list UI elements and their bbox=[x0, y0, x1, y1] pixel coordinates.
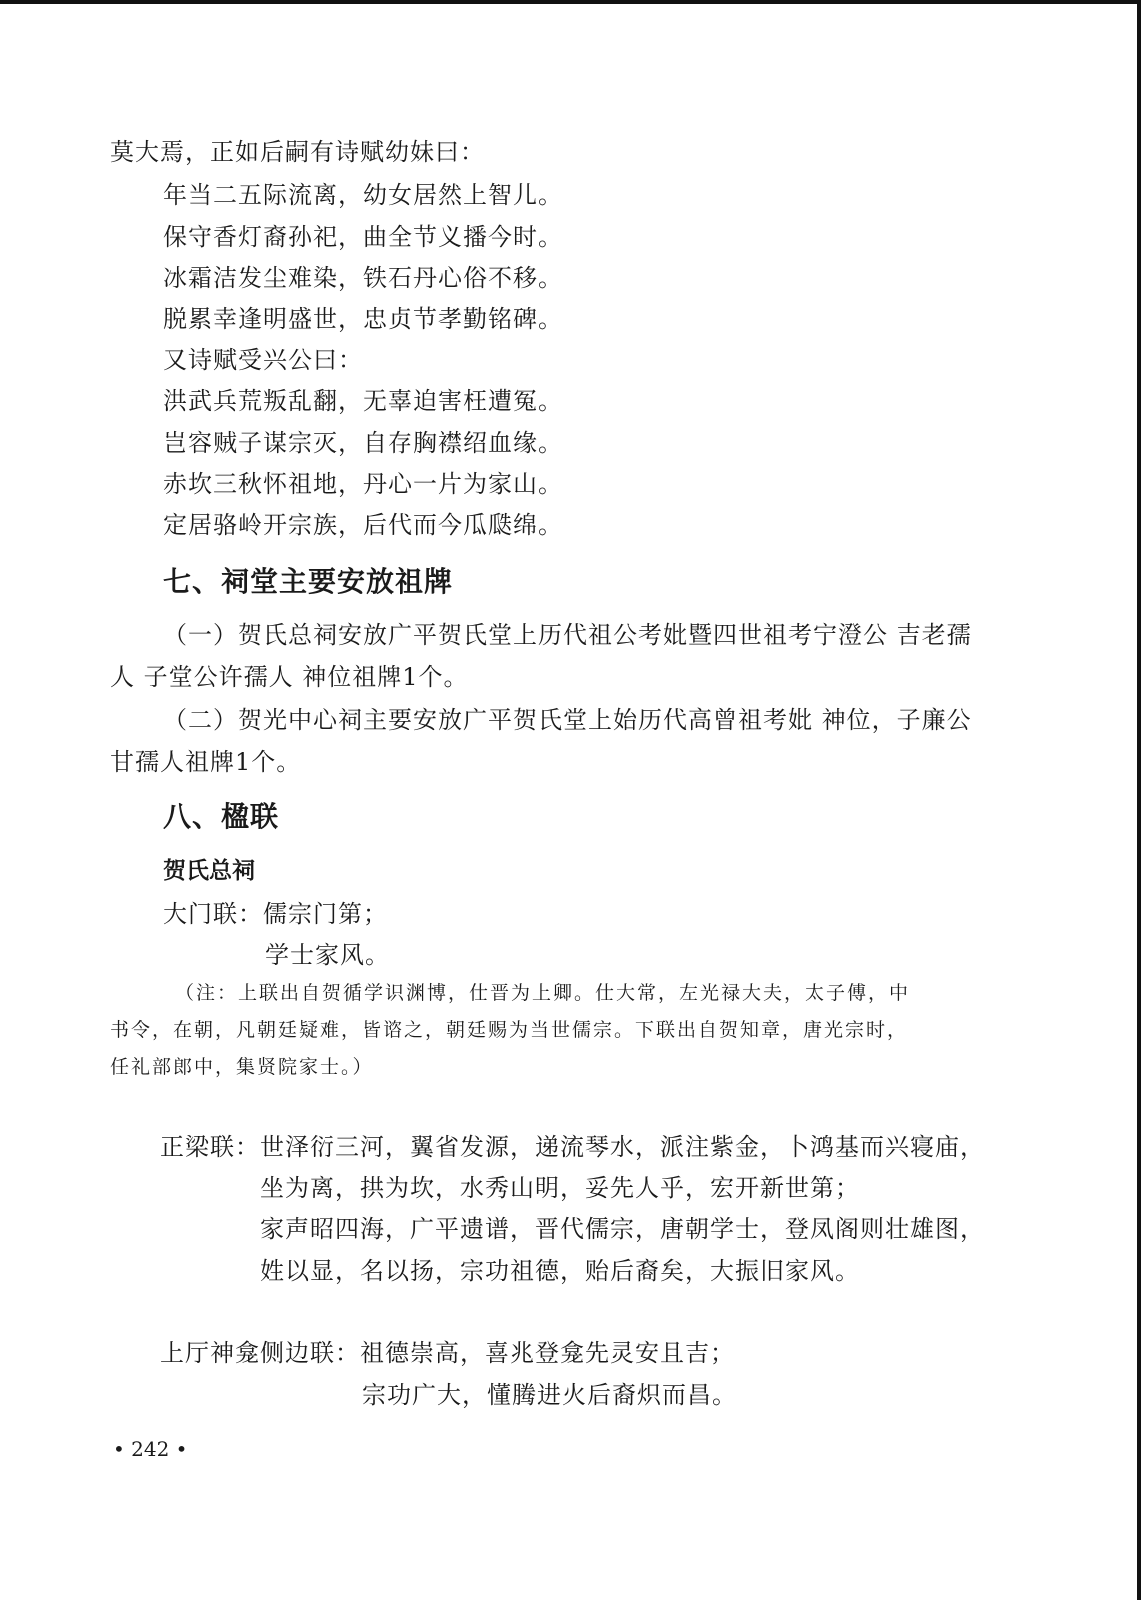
poem2-intro: 又诗赋受兴公曰： bbox=[163, 346, 363, 374]
section8-subheading: 贺氏总祠 bbox=[163, 858, 255, 884]
poem1-line: 冰霜洁发尘难染，铁石丹心俗不移。 bbox=[163, 264, 563, 292]
section7-item1-line1: （一）贺氏总祠安放广平贺氏堂上历代祖公考妣暨四世祖考宁澄公 吉老孺 bbox=[163, 621, 972, 649]
poem1-line: 脱累幸逢明盛世，忠贞节孝勤铭碑。 bbox=[163, 305, 563, 333]
section8-heading: 八、楹联 bbox=[163, 800, 280, 833]
beam-couplet-line2: 坐为离，拱为坎，水秀山明，妥先人乎，宏开新世第； bbox=[260, 1174, 860, 1202]
poem1-line: 年当二五际流离，幼女居然上智儿。 bbox=[163, 181, 563, 209]
beam-couplet-line4: 姓以显，名以扬，宗功祖德，贻后裔矣，大振旧家风。 bbox=[260, 1257, 860, 1285]
section7-item1-line2: 人 子堂公许孺人 神位祖牌1个。 bbox=[110, 663, 469, 691]
door-couplet-line2: 学士家风。 bbox=[265, 941, 390, 969]
section7-item2-line2: 甘孺人祖牌1个。 bbox=[110, 748, 302, 776]
beam-couplet-line1: 正梁联：世泽衍三河，翼省发源，递流琴水，派注紫金，卜鸿基而兴寝庙， bbox=[160, 1133, 985, 1161]
poem2-line: 定居骆岭开宗族，后代而今瓜瓞绵。 bbox=[163, 511, 563, 539]
note-line1: （注：上联出自贺循学识渊博，仕晋为上卿。仕大常，左光禄大夫，太子傅，中 bbox=[175, 982, 911, 1004]
section7-item2-line1: （二）贺光中心祠主要安放广平贺氏堂上始历代高曾祖考妣 神位，子廉公 bbox=[163, 706, 972, 734]
beam-couplet-line3: 家声昭四海，广平遗谱，晋代儒宗，唐朝学士，登凤阁则壮雄图， bbox=[260, 1215, 985, 1243]
note-line2: 书令，在朝，凡朝廷疑难，皆谘之，朝廷赐为当世儒宗。下联出自贺知章，唐光宗时， bbox=[110, 1019, 909, 1041]
poem1-line: 保守香灯裔孙祀，曲全节义播今时。 bbox=[163, 223, 563, 251]
poem2-line: 赤坎三秋怀祖地，丹心一片为家山。 bbox=[163, 470, 563, 498]
shrine-couplet-line2: 宗功广大，懂腾进火后裔炽而昌。 bbox=[362, 1381, 737, 1409]
shrine-couplet-line1: 上厅神龛侧边联：祖德崇高，喜兆登龛先灵安且吉； bbox=[160, 1339, 735, 1367]
poem2-line: 洪武兵荒叛乱翻，无辜迫害枉遭冤。 bbox=[163, 387, 563, 415]
intro-line: 莫大焉，正如后嗣有诗赋幼妹曰： bbox=[110, 138, 485, 166]
scan-border-right bbox=[1137, 0, 1141, 1600]
door-couplet-line1: 大门联：儒宗门第； bbox=[163, 900, 388, 928]
scan-border-top bbox=[0, 0, 1141, 4]
note-line3: 任礼部郎中，集贤院家士。） bbox=[110, 1056, 374, 1078]
section7-heading: 七、祠堂主要安放祖牌 bbox=[163, 565, 454, 598]
poem2-line: 岂容贼子谋宗灭，自存胸襟绍血缘。 bbox=[163, 429, 563, 457]
page-number: • 242 • bbox=[113, 1437, 188, 1461]
